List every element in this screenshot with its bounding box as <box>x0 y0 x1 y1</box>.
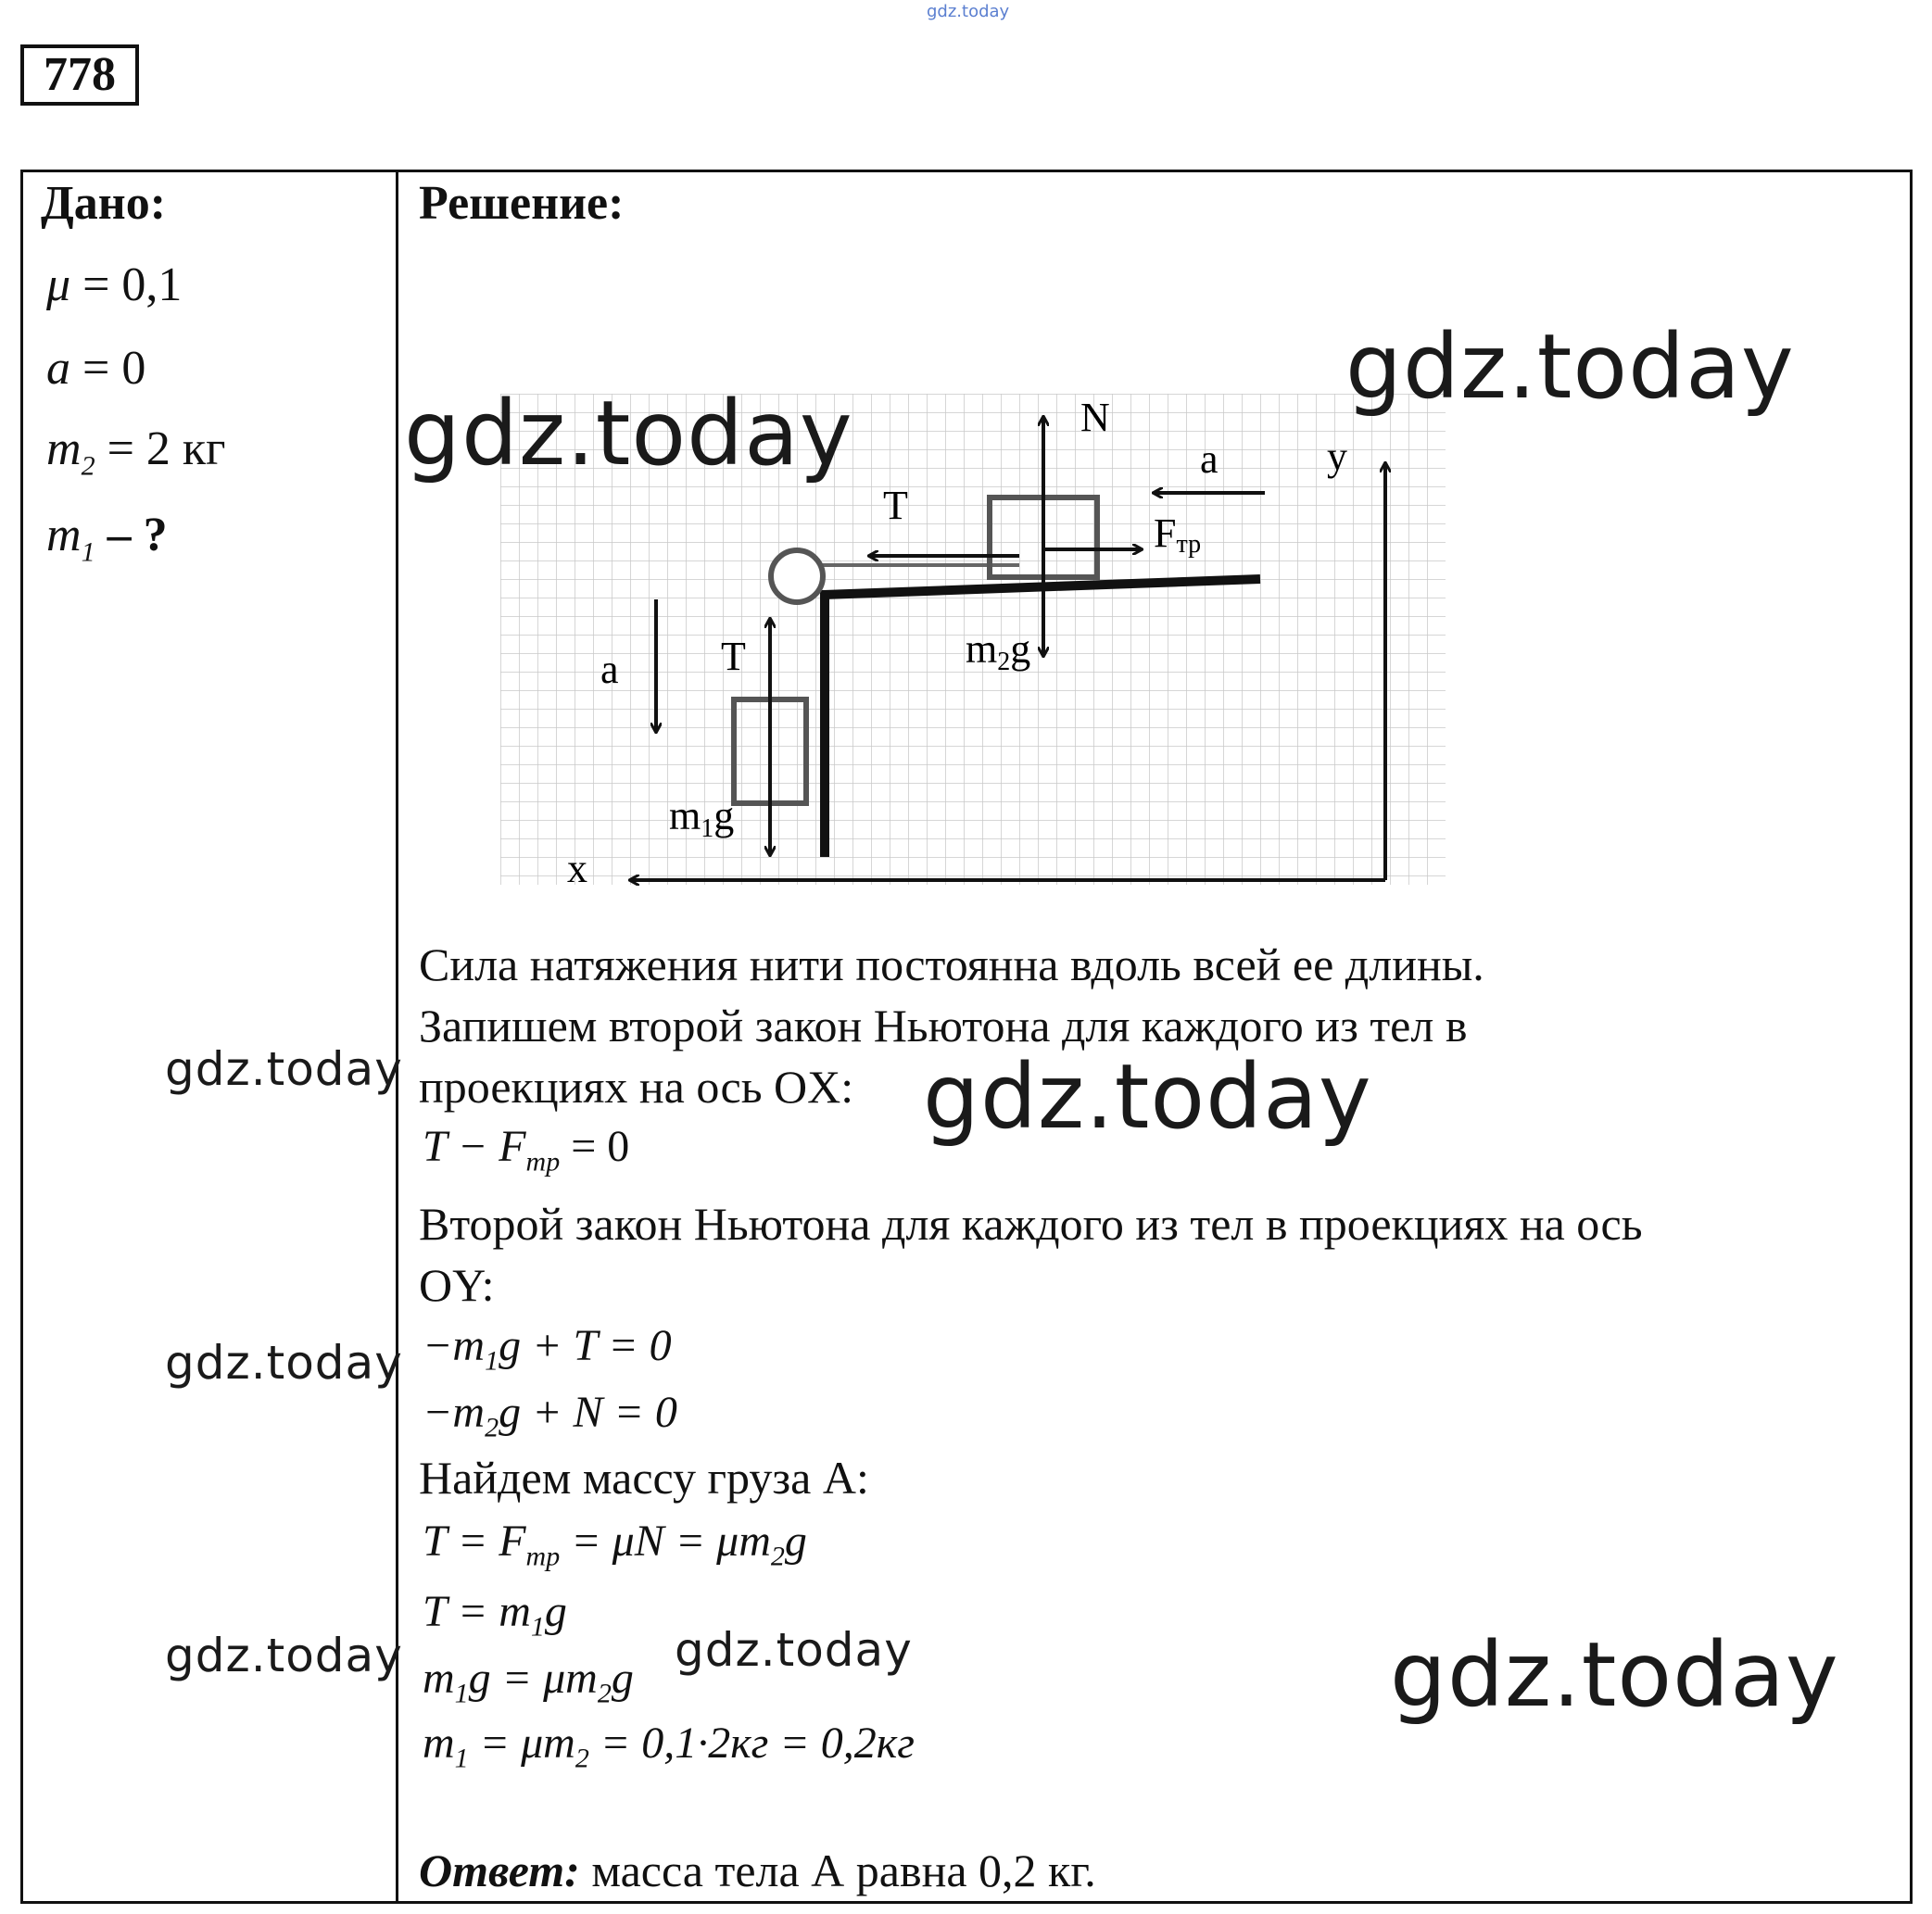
equation-4: $T = F_{тр} = \mu N = \mu m_2g$ <box>423 1517 807 1572</box>
equation-oy-1: $-m_1g + T = 0$ <box>423 1321 672 1377</box>
top-watermark: gdz.today <box>927 2 1010 21</box>
given-mu: μ = 0,1 <box>46 258 183 311</box>
watermark-4: gdz.today <box>165 1042 403 1096</box>
label-F-tr: Fтр <box>1154 510 1202 559</box>
text-line-1: Сила натяжения нити постоянна вдоль всей ее длины. <box>419 938 1484 990</box>
given-a: a = 0 <box>46 342 146 395</box>
given-heading: Дано: <box>41 177 167 230</box>
text-line-4: Второй закон Ньютона для каждого из тел в проекциях на ось <box>419 1198 1643 1250</box>
solution-heading: Решение: <box>419 177 625 230</box>
label-a-left: a <box>600 647 619 692</box>
watermark-8: gdz.today <box>1390 1623 1839 1727</box>
label-x: x <box>567 846 587 891</box>
equation-6: $m_1g = \mu m_2g$ <box>423 1654 634 1709</box>
label-N: N <box>1080 395 1110 440</box>
label-a-top: a <box>1200 436 1219 482</box>
watermark-2: gdz.today <box>1345 315 1795 419</box>
given-m2: $m_2 = 2$ кг <box>46 422 226 482</box>
watermark-3: gdz.today <box>923 1045 1372 1149</box>
label-m2g: m2g <box>966 626 1031 676</box>
equation-7: $m_1 = \mu m_2 = 0,1\cdot 2кг = 0,2кг$ <box>423 1719 915 1774</box>
equation-oy-2: $-m_2g + N = 0$ <box>423 1388 677 1443</box>
equation-ox: $T - F_{тр} = 0$ <box>423 1122 630 1177</box>
pulley <box>771 550 823 602</box>
watermark-7: gdz.today <box>675 1623 913 1677</box>
label-y: y <box>1327 434 1347 479</box>
problem-number: 778 <box>20 44 139 106</box>
text-line-5: OY: <box>419 1259 495 1311</box>
watermark-5: gdz.today <box>165 1336 403 1390</box>
text-line-6: Найдем массу груза А: <box>419 1452 869 1504</box>
watermark-1: gdz.today <box>404 382 853 485</box>
given-m1: $m_1$ – ? <box>46 509 168 568</box>
text-line-2: Запишем второй закон Ньютона для каждого из тел в <box>419 1000 1468 1051</box>
watermark-6: gdz.today <box>165 1629 403 1682</box>
equation-5: $T = m_1g$ <box>423 1587 567 1643</box>
answer: Ответ: масса тела А равна 0,2 кг. <box>419 1845 1096 1896</box>
label-T-left: T <box>721 634 746 679</box>
label-T-top: T <box>883 483 908 528</box>
text-line-3: проекциях на ось OX: <box>419 1061 854 1113</box>
label-m1g: m1g <box>669 793 735 843</box>
